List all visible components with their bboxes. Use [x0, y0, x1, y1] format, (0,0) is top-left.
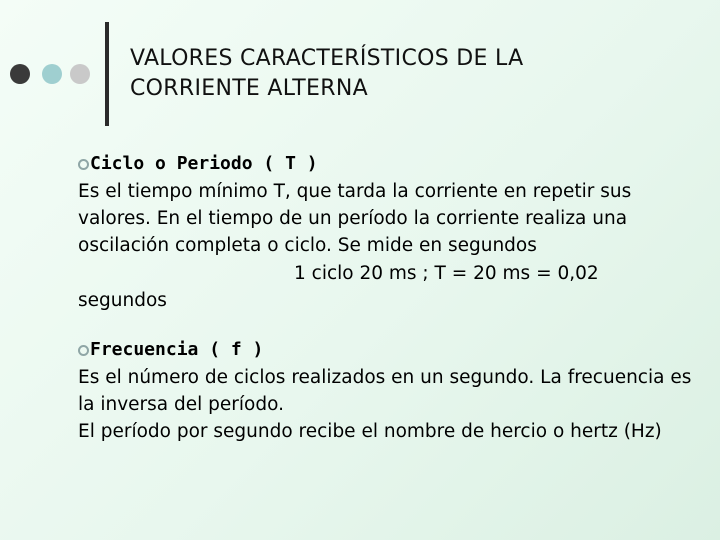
heading-frequency-text: Frecuencia ( f )	[90, 339, 264, 360]
period-description: Es el tiempo mínimo T, que tarda la corriente en repetir sus valores. En el tiempo de un período la corriente realiza una oscilación completa o ciclo. Se mide en segundos	[78, 181, 632, 256]
frequency-description: Es el número de ciclos realizados en un segundo. La frecuencia es la inversa del período.	[78, 367, 692, 415]
heading-period-text: Ciclo o Periodo ( T )	[90, 153, 318, 174]
section-heading-frequency	[78, 336, 698, 364]
period-formula-tail: segundos	[78, 290, 167, 311]
frequency-hertz-note: El período por segundo recibe el nombre de hercio o hertz (Hz)	[78, 421, 662, 442]
slide-title-line2: CORRIENTE ALTERNA	[130, 76, 368, 101]
period-formula: 1 ciclo 20 ms ; T = 20 ms = 0,02	[294, 263, 599, 284]
decorative-dots	[10, 64, 100, 86]
slide-content	[78, 150, 698, 445]
title-divider-line	[105, 22, 109, 126]
slide-title-line1: VALORES CARACTERÍSTICOS DE LA	[130, 46, 524, 71]
dot-dark	[10, 64, 30, 84]
section-heading-period	[78, 150, 698, 178]
slide-title	[130, 44, 690, 104]
dot-teal	[42, 64, 62, 84]
dot-gray	[70, 64, 90, 84]
bullet-circle-icon	[78, 345, 89, 356]
bullet-circle-icon	[78, 159, 89, 170]
